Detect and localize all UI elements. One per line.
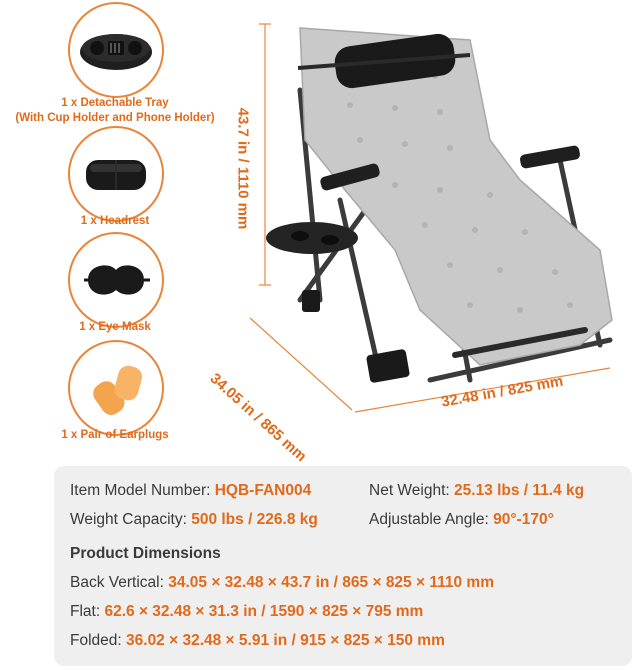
model-value: HQB-FAN004 (214, 482, 312, 499)
capacity-value: 500 lbs / 226.8 kg (191, 511, 318, 528)
capacity-label: Weight Capacity: (70, 511, 187, 528)
height-dimension-label: 43.7 in / 1110 mm (234, 107, 252, 230)
headrest-label: 1 x Headrest (80, 215, 150, 227)
dimensions-heading: Product Dimensions (70, 545, 221, 562)
flat-label: Flat: (70, 603, 101, 620)
angle-value: 90°-170° (493, 511, 554, 528)
depth-dimension-label: 34.05 in / 865 mm (206, 370, 310, 466)
earplugs-label: 1 x Pair of Earplugs (61, 429, 169, 441)
model-label: Item Model Number: (70, 482, 211, 499)
eye-mask-label: 1 x Eye Mask (79, 321, 151, 333)
back-vertical-value: 34.05 × 32.48 × 43.7 in / 865 × 825 × 1110 mm (168, 574, 494, 591)
model-row (70, 482, 311, 500)
angle-row (369, 511, 554, 529)
flat-value: 62.6 × 32.48 × 31.3 in / 1590 × 825 × 795 mm (104, 603, 424, 620)
tray-label: 1 x Detachable Tray (61, 97, 169, 109)
net-weight-row (369, 482, 584, 500)
spec-panel (54, 466, 632, 666)
back-vertical-row (70, 574, 494, 592)
capacity-row (70, 511, 318, 529)
folded-value: 36.02 × 32.48 × 5.91 in / 915 × 825 × 150 mm (126, 632, 445, 649)
folded-row (70, 632, 445, 650)
back-vertical-label: Back Vertical: (70, 574, 164, 591)
flat-row (70, 603, 423, 621)
tray-sub-label: (With Cup Holder and Phone Holder) (15, 112, 215, 124)
net-weight-value: 25.13 lbs / 11.4 kg (454, 482, 585, 499)
width-dimension-label: 32.48 in / 825 mm (440, 372, 565, 411)
angle-label: Adjustable Angle: (369, 511, 489, 528)
folded-label: Folded: (70, 632, 122, 649)
net-weight-label: Net Weight: (369, 482, 450, 499)
